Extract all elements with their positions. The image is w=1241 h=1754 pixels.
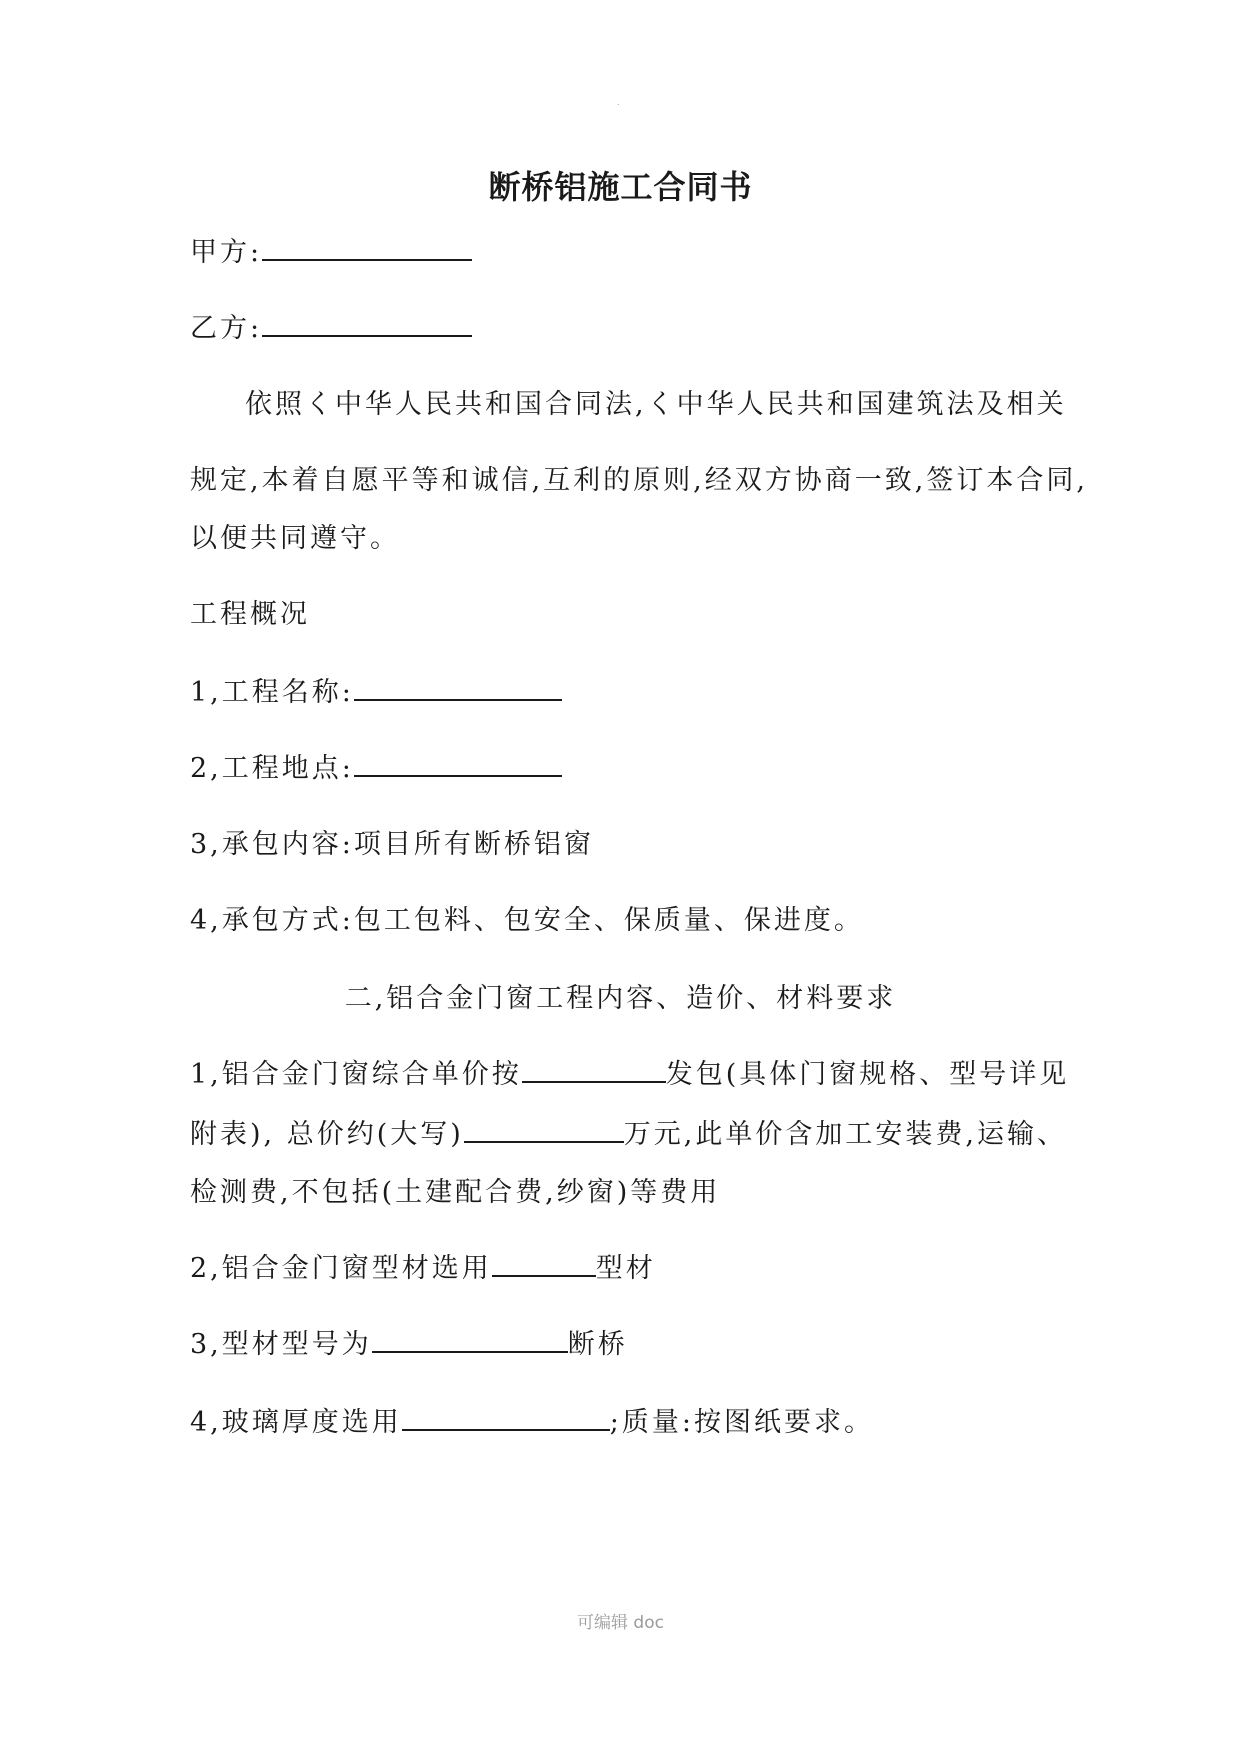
item-4-part-1: 4,玻璃厚度选用 xyxy=(190,1407,402,1438)
project-name-label: 1,工程名称: xyxy=(190,677,354,708)
contract-scope: 3,承包内容:项目所有断桥铝窗 xyxy=(190,829,594,860)
project-name-line xyxy=(190,670,562,709)
item-2-line xyxy=(190,1246,656,1285)
item-3-part-1: 3,型材型号为 xyxy=(190,1329,372,1360)
item-1-part-2: 发包(具体门窗规格、型号详见 xyxy=(665,1059,1070,1090)
intro-line-1: 依照く中华人民共和国合同法,く中华人民共和国建筑法及相关 xyxy=(245,389,1067,420)
party-a-blank xyxy=(262,231,472,261)
profile-brand-blank xyxy=(492,1247,596,1277)
item-1-line-2-part-1: 附表), 总价约(大写) xyxy=(190,1119,464,1150)
item-1-part-1: 1,铝合金门窗综合单价按 xyxy=(190,1059,522,1090)
section-1-heading: 工程概况 xyxy=(190,599,310,630)
document-title: 断桥铝施工合同书 xyxy=(488,168,753,206)
item-2-part-2: 型材 xyxy=(595,1253,656,1284)
item-3-line xyxy=(190,1322,628,1361)
party-a-label: 甲方: xyxy=(190,237,263,268)
footer-note: 可编辑 doc xyxy=(577,1613,664,1633)
item-4-line xyxy=(190,1400,874,1439)
party-a-line xyxy=(190,230,472,269)
section-2-heading: 二,铝合金门窗工程内容、造价、材料要求 xyxy=(344,983,897,1014)
header-mark: . xyxy=(617,98,620,107)
project-location-blank xyxy=(354,747,562,777)
contract-method: 4,承包方式:包工包料、包安全、保质量、保进度。 xyxy=(190,905,864,936)
item-3-part-2: 断桥 xyxy=(567,1329,628,1360)
project-name-blank xyxy=(354,671,562,701)
profile-model-blank xyxy=(372,1323,568,1353)
intro-line-2: 规定,本着自愿平等和诚信,互利的原则,经双方协商一致,签订本合同, xyxy=(190,465,1088,496)
project-location-label: 2,工程地点: xyxy=(190,753,354,784)
item-1-line-2-part-2: 万元,此单价含加工安装费,运输、 xyxy=(623,1119,1067,1150)
unit-price-blank xyxy=(522,1053,666,1083)
total-price-blank xyxy=(464,1113,624,1143)
item-1-line-2 xyxy=(190,1112,1067,1151)
item-1-line-1 xyxy=(190,1052,1069,1091)
party-b-line xyxy=(190,306,472,345)
item-1-line-3: 检测费,不包括(土建配合费,纱窗)等费用 xyxy=(190,1177,721,1208)
glass-thickness-blank xyxy=(402,1401,610,1431)
item-2-part-1: 2,铝合金门窗型材选用 xyxy=(190,1253,492,1284)
party-b-label: 乙方: xyxy=(190,313,263,344)
item-4-part-2: ;质量:按图纸要求。 xyxy=(609,1407,874,1438)
intro-line-3: 以便共同遵守。 xyxy=(190,523,400,554)
party-b-blank xyxy=(262,307,472,337)
project-location-line xyxy=(190,746,562,785)
